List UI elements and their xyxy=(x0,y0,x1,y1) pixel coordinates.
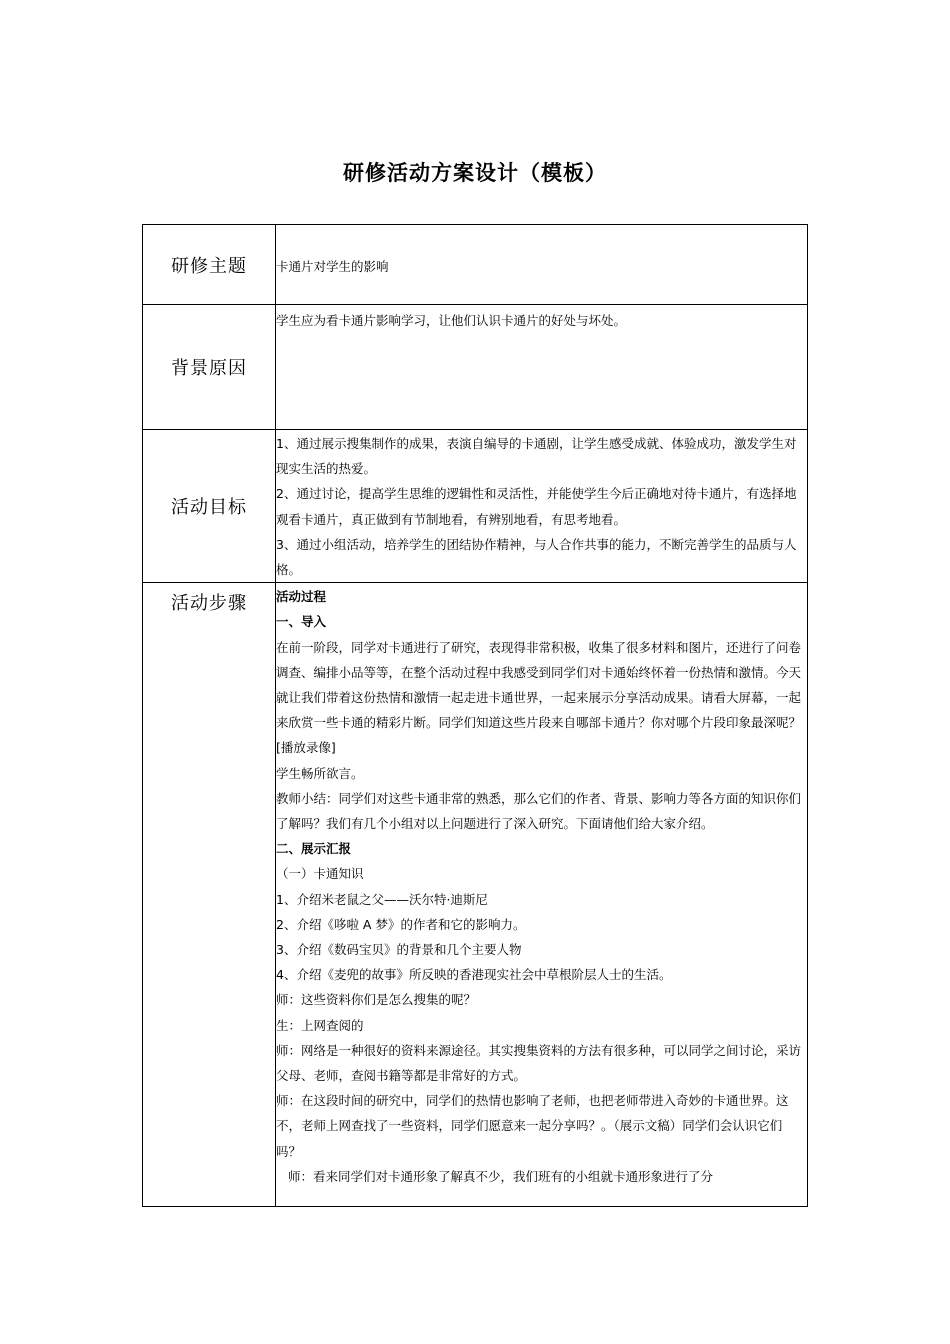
dialogue-line: 师：在这段时间的研究中，同学们的热情也影响了老师，也把老师带进入奇妙的卡通世界。这不，老师上网查找了一些资料，同学们愿意来一起分享吗？。（展示文稿）同学们会认识它们吗？ xyxy=(276,1093,789,1159)
list-item: 3、介绍《数码宝贝》的背景和几个主要人物 xyxy=(276,942,522,958)
steps-heading: 活动过程 xyxy=(276,589,327,605)
intro-paragraph: 在前一阶段，同学对卡通进行了研究，表现得非常积极，收集了很多材料和图片，还进行了问卷调查、编排小品等等，在整个活动过程中我感受到同学们对卡通始终怀着一份热情和激情。今天就让我们带着这份热情和激情一起走进卡通世界，一起来展示分享活动成果。请看大屏幕，一起来欣赏一些卡通的精彩片断。同学们知道这些片段来自哪部卡通片？你对哪个片段印象最深呢？[播放录像] xyxy=(276,639,802,756)
theme-label: 研修主题 xyxy=(143,225,276,305)
plan-table xyxy=(142,224,808,1207)
theme-value: 卡通片对学生的影响 xyxy=(276,259,389,274)
table-row-background xyxy=(143,305,808,430)
dialogue-line-last: 师：看来同学们对卡通形象了解真不少，我们班有的小组就卡通形象进行了分 xyxy=(288,1168,714,1184)
dialogue-line: 师：网络是一种很好的资料来源途径。其实搜集资料的方法有很多种，可以同学之间讨论，采访父母、老师，查阅书籍等都是非常好的方式。 xyxy=(276,1042,802,1084)
subsection-title: （一）卡通知识 xyxy=(276,866,364,882)
dialogue-line: 生：上网查阅的 xyxy=(276,1017,364,1033)
intro-paragraph: 教师小结：同学们对这些卡通非常的熟悉，那么它们的作者、背景、影响力等各方面的知识你们了解吗？我们有几个小组对以上问题进行了深入研究。下面请他们给大家介绍。 xyxy=(276,790,802,832)
dialogue-line: 师：这些资料你们是怎么搜集的呢？ xyxy=(276,992,477,1008)
background-value: 学生应为看卡通片影响学习，让他们认识卡通片的好处与坏处。 xyxy=(276,313,627,328)
background-label: 背景原因 xyxy=(143,305,276,430)
list-item: 1、介绍米老鼠之父——沃尔特·迪斯尼 xyxy=(276,891,488,907)
section-title-report: 二、展示汇报 xyxy=(276,841,352,857)
page-title: 研修活动方案设计（模板） xyxy=(343,161,607,185)
section-title-intro: 一、导入 xyxy=(276,614,327,630)
list-item: 2、介绍《哆啦 A 梦》的作者和它的影响力。 xyxy=(276,916,526,932)
theme-cell xyxy=(276,225,808,305)
goal-item: 3、通过小组活动，培养学生的团结协作精神，与人合作共事的能力，不断完善学生的品质与人格。 xyxy=(276,536,797,578)
steps-label: 活动步骤 xyxy=(143,583,276,1207)
table-row-goals xyxy=(143,430,808,583)
steps-cell xyxy=(276,583,808,1207)
goal-item: 1、通过展示搜集制作的成果，表演自编导的卡通剧，让学生感受成就、体验成功，激发学生对现实生活的热爱。 xyxy=(276,436,797,477)
intro-paragraph: 学生畅所欲言。 xyxy=(276,765,364,781)
goal-item: 2、通过讨论，提高学生思维的逻辑性和灵活性，并能使学生今后正确地对待卡通片，有选择地观看卡通片，真正做到有节制地看，有辨别地看，有思考地看。 xyxy=(276,486,797,527)
list-item: 4、介绍《麦兜的故事》所反映的香港现实社会中草根阶层人士的生活。 xyxy=(276,967,672,983)
table-row-steps xyxy=(143,583,808,1207)
goals-cell xyxy=(276,430,808,583)
table-row-theme xyxy=(143,225,808,305)
background-cell xyxy=(276,305,808,430)
goals-label: 活动目标 xyxy=(143,430,276,583)
